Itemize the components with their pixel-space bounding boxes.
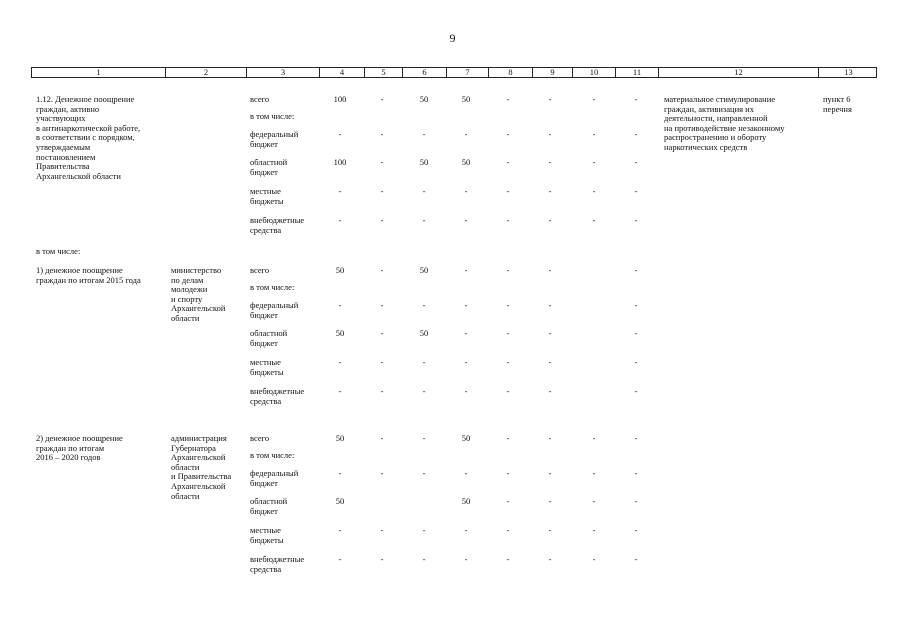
funding-value: - [464, 300, 468, 310]
funding-value: - [548, 433, 552, 443]
funding-value: - [548, 129, 552, 139]
funding-value: - [548, 468, 552, 478]
funding-source-label: внебюджетные [250, 386, 305, 396]
funding-source-label: средства [250, 563, 282, 574]
funding-source-label: бюджет [250, 477, 278, 488]
header-col-5: 5 [364, 68, 402, 77]
funding-value: - [464, 186, 468, 196]
funding-value: - [592, 129, 596, 139]
funding-value: - [464, 328, 468, 338]
funding-source-label: областной [250, 157, 288, 167]
activity-name-line: 1) денежное поощрение [36, 265, 123, 275]
expected-result-line: наркотических средств [664, 142, 748, 152]
funding-value: - [548, 265, 552, 275]
funding-value: - [464, 357, 468, 367]
funding-value: - [422, 525, 426, 535]
funding-value: - [464, 386, 468, 396]
funding-value: - [634, 468, 638, 478]
header-col-2: 2 [165, 68, 246, 77]
funding-source-label: областной [250, 496, 288, 506]
executor-line: Архангельской [171, 452, 226, 463]
funding-value: - [548, 496, 552, 506]
funding-value: - [380, 386, 384, 396]
funding-value: - [634, 215, 638, 225]
funding-value: 100 [333, 157, 347, 167]
expected-result-line: деятельности, направленной [664, 113, 768, 124]
funding-value: - [422, 554, 426, 564]
funding-value: 50 [335, 328, 345, 338]
funding-value: - [464, 554, 468, 564]
funding-value: - [506, 468, 510, 478]
funding-value: - [380, 300, 384, 310]
funding-source-label: местные [250, 186, 281, 196]
funding-value: - [506, 554, 510, 564]
funding-value: - [464, 215, 468, 225]
funding-value: - [380, 215, 384, 225]
funding-value: 50 [335, 433, 345, 443]
activity-name-line: 2016 – 2020 годов [36, 452, 101, 463]
funding-value: - [634, 525, 638, 535]
executor-line: и спорту [171, 293, 203, 304]
funding-source-label: федеральный [250, 468, 299, 478]
expected-result-line: на противодействие незаконному [664, 122, 785, 133]
funding-value: - [338, 525, 342, 535]
funding-source-label: бюджеты [250, 195, 284, 206]
reference-line: перечня [823, 103, 852, 114]
funding-source-label: местные [250, 525, 281, 535]
funding-value: 50 [335, 265, 345, 275]
header-col-8: 8 [488, 68, 532, 77]
header-col-11: 11 [615, 68, 658, 77]
funding-source-label: бюджет [250, 166, 278, 177]
funding-value: - [464, 468, 468, 478]
funding-value: - [548, 186, 552, 196]
funding-value: - [338, 186, 342, 196]
funding-value: - [380, 468, 384, 478]
activity-name-line: в соответствии с порядком, [36, 132, 135, 143]
funding-source-label: средства [250, 395, 282, 406]
funding-value: - [464, 129, 468, 139]
expected-result-line: материальное стимулирование [664, 94, 776, 104]
funding-value: - [592, 186, 596, 196]
header-col-13: 13 [818, 68, 878, 77]
expected-result-line: граждан, активизация их [664, 103, 754, 114]
reference-line: пункт 6 [823, 94, 851, 104]
funding-value: - [548, 157, 552, 167]
funding-value: - [380, 357, 384, 367]
funding-source-label: в том числе: [250, 282, 295, 292]
funding-value: - [380, 525, 384, 535]
funding-value: - [634, 186, 638, 196]
funding-source-label: всего [250, 265, 270, 275]
funding-source-label: федеральный [250, 300, 299, 310]
funding-source-label: в том числе: [250, 450, 295, 460]
funding-value: - [634, 265, 638, 275]
activity-name-line: граждан по итогам 2015 года [36, 274, 141, 285]
executor-line: Губернатора [171, 442, 216, 453]
funding-value: - [338, 468, 342, 478]
activity-name-line: участвующих [36, 113, 86, 124]
funding-value: 50 [461, 433, 471, 443]
activity-name-line: Правительства [36, 161, 90, 172]
funding-source-label: федеральный [250, 129, 299, 139]
funding-value: - [548, 525, 552, 535]
executor-line: Архангельской [171, 481, 226, 491]
executor-line: области [171, 461, 200, 472]
funding-value: 50 [335, 496, 345, 506]
funding-value: - [506, 496, 510, 506]
header-col-12: 12 [658, 68, 818, 77]
funding-value: - [548, 94, 552, 104]
executor-line: Архангельской [171, 303, 226, 314]
funding-value: - [380, 157, 384, 167]
funding-value: - [422, 357, 426, 367]
table-header [31, 67, 877, 78]
funding-value: - [548, 215, 552, 225]
funding-value: - [338, 215, 342, 225]
funding-source-label: бюджет [250, 337, 278, 348]
header-col-4: 4 [319, 68, 364, 77]
funding-value: - [634, 94, 638, 104]
funding-source-label: средства [250, 224, 282, 235]
funding-value: - [634, 386, 638, 396]
funding-value: - [422, 129, 426, 139]
funding-value: - [592, 554, 596, 564]
funding-value: - [548, 554, 552, 564]
funding-value: - [634, 433, 638, 443]
funding-source-label: внебюджетные [250, 554, 305, 564]
funding-value: 50 [461, 496, 471, 506]
funding-source-label: бюджет [250, 138, 278, 149]
funding-value: - [634, 357, 638, 367]
funding-value: - [548, 328, 552, 338]
header-col-3: 3 [246, 68, 319, 77]
funding-value: 100 [333, 94, 347, 104]
header-col-6: 6 [402, 68, 446, 77]
funding-value: - [506, 525, 510, 535]
funding-value: 50 [461, 157, 471, 167]
executor-line: и Правительства [171, 471, 232, 482]
expected-result-line: распространению и обороту [664, 132, 767, 143]
funding-value: - [506, 357, 510, 367]
funding-value: - [380, 94, 384, 104]
funding-value: - [592, 94, 596, 104]
executor-line: молодежи [171, 284, 208, 295]
funding-value: - [634, 496, 638, 506]
funding-value: - [548, 300, 552, 310]
funding-value: - [592, 468, 596, 478]
funding-source-label: бюджет [250, 309, 278, 320]
funding-value: - [464, 525, 468, 535]
funding-value: 50 [461, 94, 471, 104]
activity-name-line: 1.12. Денежное поощрение [36, 94, 135, 104]
funding-value: - [422, 215, 426, 225]
activity-name-line: 2) денежное поощрение [36, 433, 123, 443]
funding-value: - [338, 357, 342, 367]
funding-source-label: всего [250, 433, 270, 443]
funding-source-label: бюджет [250, 505, 278, 516]
funding-value: - [422, 386, 426, 396]
funding-value: - [506, 328, 510, 338]
funding-value: 50 [419, 265, 429, 275]
page-number: 9 [449, 31, 456, 45]
funding-value: - [338, 554, 342, 564]
funding-value: - [422, 300, 426, 310]
executor-line: области [171, 313, 200, 323]
header-col-7: 7 [446, 68, 488, 77]
activity-name-line: граждан, активно [36, 103, 100, 114]
funding-value: - [506, 186, 510, 196]
funding-value: - [380, 433, 384, 443]
funding-source-label: в том числе: [250, 111, 295, 121]
funding-value: - [592, 496, 596, 506]
funding-value: - [380, 554, 384, 564]
funding-value: - [548, 386, 552, 396]
funding-value: - [338, 386, 342, 396]
funding-value: - [380, 129, 384, 139]
funding-value: - [380, 328, 384, 338]
funding-value: - [506, 129, 510, 139]
activity-name-line: граждан по итогам [36, 442, 105, 453]
activity-name-line: утверждаемым [36, 142, 91, 152]
executor-line: администрация [171, 433, 227, 443]
funding-value: - [506, 386, 510, 396]
funding-source-label: местные [250, 357, 281, 367]
funding-value: - [592, 215, 596, 225]
funding-value: - [506, 265, 510, 275]
funding-value: - [506, 157, 510, 167]
funding-value: 50 [419, 94, 429, 104]
header-col-9: 9 [532, 68, 572, 77]
funding-value: - [548, 357, 552, 367]
funding-value: - [634, 328, 638, 338]
funding-source-label: внебюджетные [250, 215, 305, 225]
activity-name-line: Архангельской области [36, 170, 121, 181]
funding-value: - [634, 554, 638, 564]
funding-value: - [634, 129, 638, 139]
funding-value: - [592, 525, 596, 535]
funding-value: - [592, 433, 596, 443]
funding-value: - [506, 94, 510, 104]
funding-value: - [338, 129, 342, 139]
funding-value: - [506, 433, 510, 443]
header-col-10: 10 [572, 68, 615, 77]
funding-value: - [634, 157, 638, 167]
executor-line: по делам [171, 274, 204, 285]
header-col-1: 1 [96, 67, 101, 77]
funding-value: - [422, 433, 426, 443]
funding-value: 50 [419, 328, 429, 338]
funding-value: - [338, 300, 342, 310]
funding-value: - [506, 300, 510, 310]
funding-source-label: всего [250, 94, 270, 104]
funding-value: - [592, 157, 596, 167]
funding-source-label: бюджеты [250, 366, 284, 377]
funding-value: - [634, 300, 638, 310]
activity-name-line: постановлением [36, 151, 96, 162]
subsection-label: в том числе: [36, 246, 81, 256]
activity-name-line: в антинаркотической работе, [36, 122, 141, 133]
funding-value: 50 [419, 157, 429, 167]
executor-line: министерство [171, 265, 222, 275]
funding-value: - [506, 215, 510, 225]
funding-value: - [422, 468, 426, 478]
executor-line: области [171, 490, 200, 501]
funding-value: - [422, 186, 426, 196]
funding-value: - [380, 186, 384, 196]
funding-source-label: областной [250, 328, 288, 338]
funding-value: - [464, 265, 468, 275]
funding-source-label: бюджеты [250, 534, 284, 545]
funding-value: - [380, 265, 384, 275]
